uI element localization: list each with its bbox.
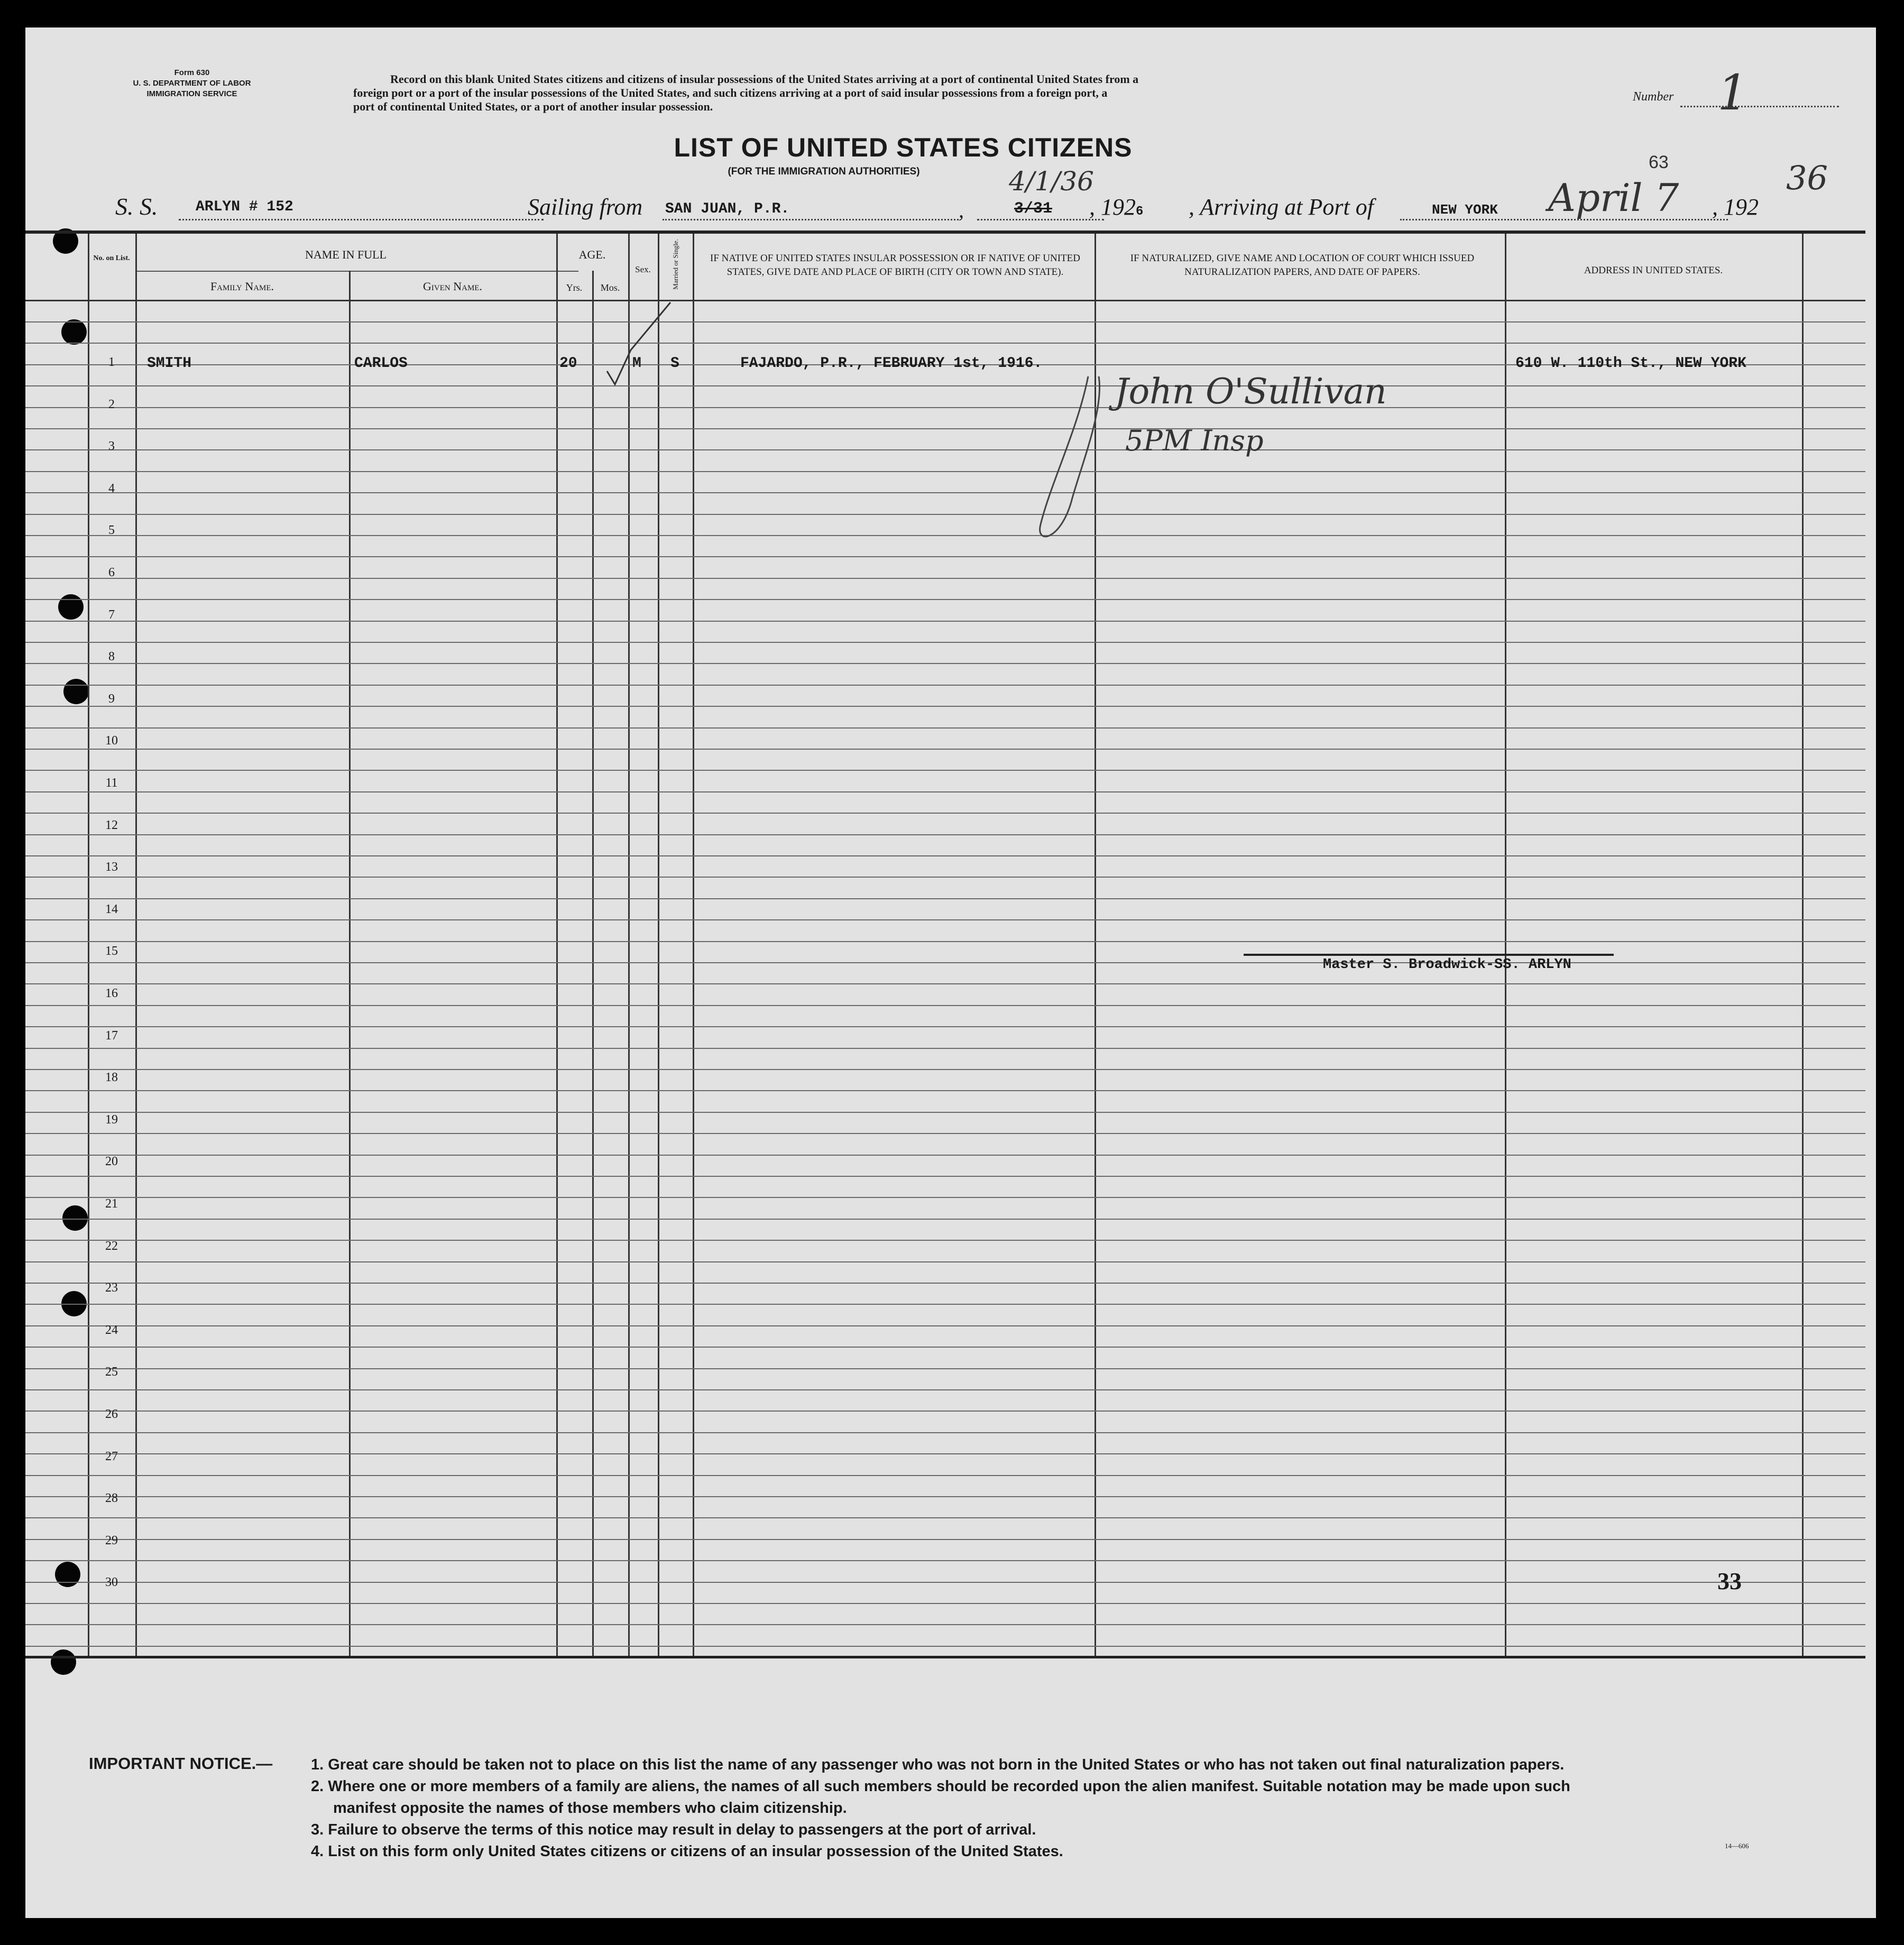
ruled-line (25, 1283, 1865, 1284)
row-number: 9 (108, 692, 115, 706)
punch-hole (58, 594, 84, 620)
col-header-name-in-full: NAME IN FULL (305, 248, 387, 261)
notice-item: manifest opposite the names of those members who claim citizenship. (333, 1800, 847, 1817)
ruled-line (25, 556, 1865, 557)
col-header-family-name: Family Name. (210, 280, 274, 293)
row-number: 29 (105, 1533, 118, 1547)
col-header-mos: Mos. (600, 282, 620, 293)
ruled-line (25, 1475, 1865, 1476)
ruled-line (25, 535, 1865, 536)
punch-hole (63, 679, 89, 704)
sailing-port: SAN JUAN, P.R. (665, 201, 790, 217)
ruled-line (25, 1517, 1865, 1518)
ruled-line (25, 727, 1865, 729)
col-header-married: Married or Single. (672, 239, 679, 290)
page-subtitle: (FOR THE IMMIGRATION AUTHORITIES) (728, 166, 920, 177)
notice-item: 3. Failure to observe the terms of this notice may result in delay to passengers at the port of arrival. (311, 1821, 1036, 1838)
col-divider (349, 271, 351, 1656)
year-typed: 6 (1136, 205, 1144, 219)
row-number: 21 (105, 1197, 118, 1211)
row-number: 4 (108, 481, 115, 495)
ruled-line (25, 1176, 1865, 1177)
punch-hole (55, 1562, 80, 1587)
form-number: Form 630 (174, 68, 210, 77)
row-number: 5 (108, 523, 115, 538)
ruled-line (25, 1603, 1865, 1604)
year-prefix: , 1926 (1089, 194, 1144, 220)
ruled-line (25, 1347, 1865, 1348)
ruled-line (25, 1048, 1865, 1049)
ruled-line (25, 1026, 1865, 1027)
col-divider (628, 234, 630, 1656)
col-divider (1802, 234, 1804, 1656)
header-divider (135, 271, 578, 272)
table-top-border (25, 231, 1865, 234)
ruled-line (25, 1197, 1865, 1198)
row-number: 11 (105, 776, 118, 790)
ruled-line (25, 1090, 1865, 1091)
col-divider (135, 234, 137, 1656)
row-number: 24 (105, 1323, 118, 1337)
entry-sex: M (632, 355, 641, 372)
form-header (123, 68, 261, 99)
form-code: 14—606 (1725, 1842, 1749, 1850)
sailing-field-line (663, 219, 959, 220)
ruled-line (25, 385, 1865, 386)
ship-field-line (179, 219, 544, 220)
ruled-line (25, 514, 1865, 515)
col-divider (556, 234, 558, 1656)
col-header-sex: Sex. (635, 264, 651, 274)
number-label: Number (1633, 90, 1674, 104)
inspector-signature: John O'Sullivan (1115, 371, 1387, 412)
ruled-line (25, 1005, 1865, 1006)
col-header-age: AGE. (578, 248, 606, 261)
punch-hole (51, 1649, 76, 1675)
col-header-given-name: Given Name. (423, 280, 482, 293)
signature-line (1244, 954, 1614, 956)
row-number: 27 (105, 1449, 118, 1463)
arrival-date-handwritten: April 7 (1548, 176, 1679, 220)
col-divider (658, 234, 659, 1656)
entry-birth-info: FAJARDO, P.R., FEBRUARY 1st, 1916. (740, 355, 1043, 372)
row-number: 17 (105, 1028, 118, 1043)
ruled-line (25, 1453, 1865, 1454)
ruled-line (25, 834, 1865, 835)
row-number: 14 (105, 902, 118, 916)
ruled-line (25, 663, 1865, 664)
ruled-line (25, 1368, 1865, 1369)
ruled-line (25, 343, 1865, 344)
row-number: 10 (105, 734, 118, 748)
instruction-line: Record on this blank United States citizens and citizens of insular possessions of the United States arriving at a port of continental United States from a (390, 72, 1139, 86)
ruled-line (25, 941, 1865, 942)
ruled-line (25, 1432, 1865, 1433)
header-bottom-border (25, 300, 1865, 301)
notice-item: 2. Where one or more members of a family are aliens, the names of all such members should be recorded upon the alien manifest. Suitable notation may be made upon such (311, 1778, 1570, 1795)
col-divider (693, 234, 694, 1656)
manifest-sheet (25, 27, 1876, 1918)
ruled-line (25, 1624, 1865, 1625)
row-number: 7 (108, 607, 115, 622)
ruled-line (25, 706, 1865, 707)
comma: , (959, 198, 964, 222)
notice-item: 1. Great care should be taken not to place on this list the name of any passenger who was not born in the United States or who has not taken out final naturalization papers. (311, 1756, 1565, 1773)
row-number: 8 (108, 650, 115, 664)
row-number: 6 (108, 566, 115, 579)
ruled-line (25, 1133, 1865, 1134)
instructions (353, 72, 1585, 114)
entry-given-name: CARLOS (354, 355, 408, 372)
row-number: 16 (105, 987, 118, 1000)
ruled-line (25, 898, 1865, 899)
notice-list (311, 1754, 1844, 1863)
ruled-line (25, 1539, 1865, 1540)
ruled-line (25, 1496, 1865, 1497)
row-number: 12 (105, 818, 118, 832)
ruled-line (25, 642, 1865, 643)
ruled-line (25, 1155, 1865, 1156)
page-number: 33 (1717, 1568, 1742, 1594)
entry-married-single: S (670, 355, 679, 372)
number-field-line (1680, 106, 1839, 107)
ruled-line (25, 877, 1865, 878)
ruled-line (25, 983, 1865, 984)
row-number: 30 (105, 1575, 118, 1590)
department-name: U. S. DEPARTMENT OF LABOR (133, 79, 251, 88)
year-prefix-arrival: , 192 (1712, 194, 1759, 220)
ruled-line (25, 749, 1865, 750)
notice-heading: IMPORTANT NOTICE.— (89, 1754, 273, 1773)
col-header-no: No. on List. (93, 254, 130, 262)
ship-name: ARLYN # 152 (196, 199, 293, 215)
ruled-line (25, 770, 1865, 771)
row-number: 26 (105, 1407, 118, 1421)
col-divider (1505, 234, 1506, 1656)
ruled-line (25, 492, 1865, 493)
instruction-line: foreign port or a port of the insular possessions of the United States, and such citizens arriving at a port of said insular possessions from a foreign port, a (353, 86, 1108, 99)
ruled-line (25, 1069, 1865, 1070)
ruled-line (25, 1112, 1865, 1113)
inspector-note: 5PM Insp (1125, 424, 1264, 457)
row-number: 15 (105, 944, 118, 958)
sail-date-typed: 3/31 (1014, 200, 1053, 218)
row-number: 1 (108, 355, 115, 369)
ruled-line (25, 813, 1865, 814)
ruled-line (25, 471, 1865, 472)
punch-hole (61, 319, 87, 345)
entry-address: 610 W. 110th St., NEW YORK (1515, 355, 1746, 372)
row-number: 13 (105, 860, 118, 874)
master-signature: Master S. Broadwick-SS. ARLYN (1323, 957, 1571, 973)
row-number: 2 (108, 397, 115, 411)
ruled-line (25, 428, 1865, 429)
ruled-line (25, 1261, 1865, 1262)
check-mark-icon (596, 292, 702, 403)
table-bottom-border (25, 1656, 1865, 1658)
number-value: 1 (1717, 64, 1749, 121)
ruled-line (25, 1582, 1865, 1583)
col-divider (88, 234, 89, 1656)
col-divider (592, 271, 594, 1656)
instruction-line: port of continental United States, or a port of another insular possession. (353, 100, 713, 113)
ruled-line (25, 599, 1865, 600)
entry-age-years: 20 (559, 355, 577, 372)
ruled-line (25, 962, 1865, 963)
ruled-line (25, 578, 1865, 579)
row-number: 18 (105, 1071, 118, 1085)
ruled-line (25, 1560, 1865, 1561)
col-header-yrs: Yrs. (566, 282, 583, 293)
ruled-line (25, 791, 1865, 792)
row-number: 19 (105, 1112, 118, 1127)
ruled-line (25, 449, 1865, 450)
ruled-line (25, 685, 1865, 686)
col-header-naturalized: IF NATURALIZED, GIVE NAME AND LOCATION OF COURT WHICH ISSUED NATURALIZATION PAPERS, AND DATE OF PAPERS. (1130, 253, 1475, 278)
ruled-line (25, 1240, 1865, 1241)
ss-label: S. S. (115, 193, 158, 220)
ruled-line (25, 321, 1865, 322)
row-number: 23 (105, 1281, 118, 1295)
ruled-line (25, 621, 1865, 622)
ruled-line (25, 1646, 1865, 1647)
row-number: 25 (105, 1365, 118, 1379)
sailing-label: Sailing from (528, 194, 643, 220)
col-header-address: ADDRESS IN UNITED STATES. (1584, 265, 1723, 276)
ruled-line (25, 855, 1865, 856)
ruled-line (25, 1389, 1865, 1390)
ruled-line (25, 1219, 1865, 1220)
entry-family-name: SMITH (147, 355, 192, 372)
arriving-label: , Arriving at Port of (1189, 194, 1374, 220)
top-annotation: 63 (1649, 152, 1669, 172)
date-field-line (977, 219, 1104, 220)
arrival-port: NEW YORK (1432, 202, 1498, 218)
row-number: 3 (108, 439, 115, 454)
arrival-year-handwritten: 36 (1786, 159, 1828, 197)
ruled-line (25, 919, 1865, 920)
notice-item: 4. List on this form only United States citizens or citizens of an insular possession of the United States. (311, 1843, 1063, 1860)
col-header-birth: IF NATIVE OF UNITED STATES INSULAR POSSESSION OR IF NATIVE OF UNITED STATES, GIVE DATE AND PLACE OF BIRTH (CITY OR TOWN AND STATE). (710, 253, 1080, 278)
service-name: IMMIGRATION SERVICE (146, 89, 237, 98)
row-number: 28 (105, 1491, 118, 1506)
ruled-line (25, 1325, 1865, 1326)
row-number: 20 (105, 1155, 118, 1169)
sail-date-handwritten: 4/1/36 (1009, 166, 1094, 197)
page-title: LIST OF UNITED STATES CITIZENS (674, 133, 1133, 162)
ruled-line (25, 1304, 1865, 1305)
ruled-line (25, 1411, 1865, 1412)
ruled-line (25, 407, 1865, 408)
row-number: 22 (105, 1239, 118, 1253)
